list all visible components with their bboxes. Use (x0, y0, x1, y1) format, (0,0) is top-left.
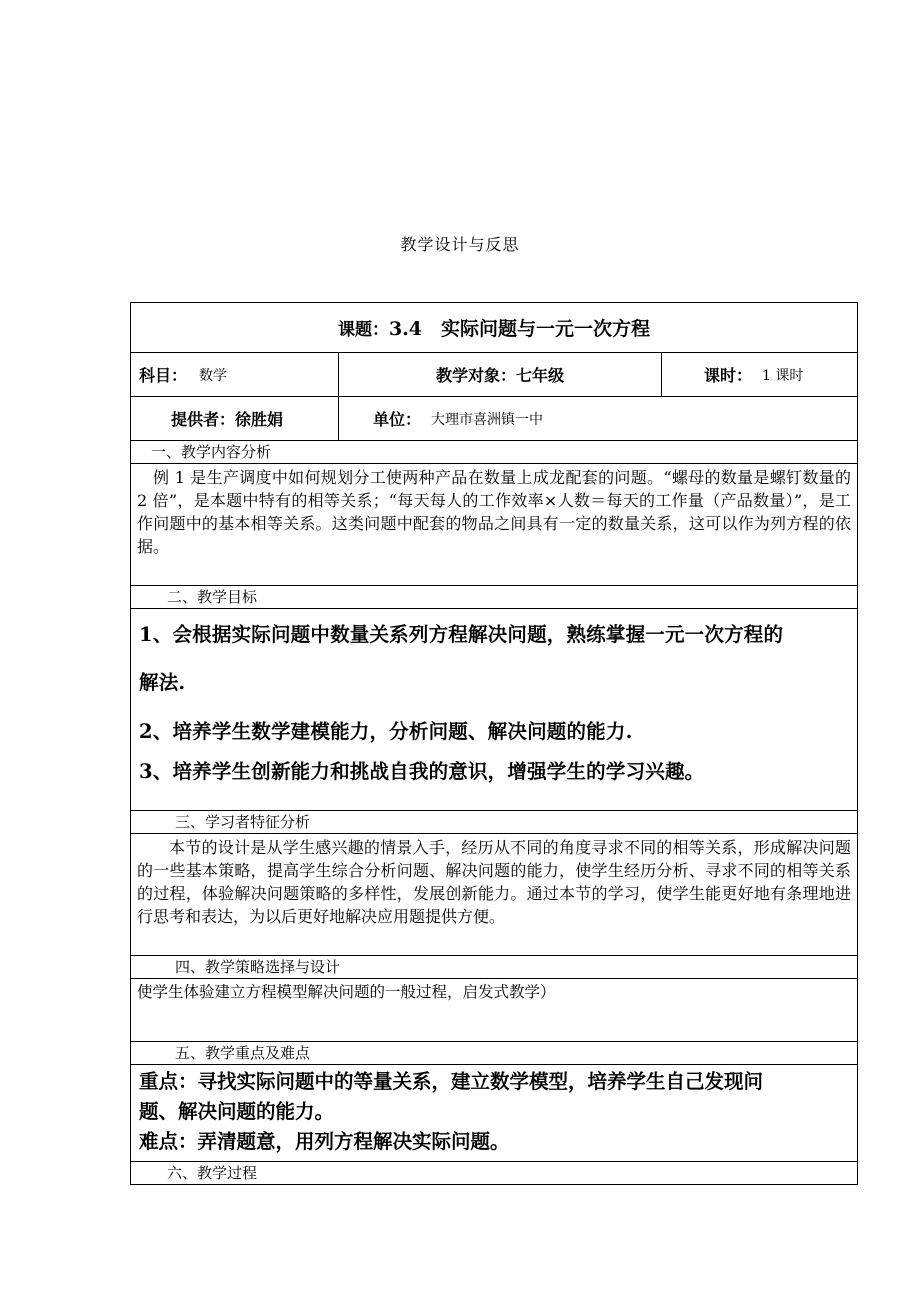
goal-3: 3、培养学生创新能力和挑战自我的意识，增强学生的学习兴趣。 (139, 760, 705, 783)
hours-cell (662, 353, 857, 396)
learner-analysis-body (131, 834, 857, 956)
subject-cell (131, 353, 339, 396)
content-analysis-body (131, 464, 857, 586)
subject-row (131, 353, 857, 397)
goal-2: 2、培养学生数学建模能力，分析问题、解决问题的能力. (139, 720, 633, 743)
document-title: 教学设计与反思 (400, 235, 520, 254)
process-heading: 六、教学过程 (167, 1164, 258, 1182)
lesson-title-row (131, 303, 857, 353)
strategy-body (131, 979, 857, 1042)
key-points-heading: 五、教学重点及难点 (131, 1042, 857, 1065)
target-cell (339, 353, 662, 396)
goal-1-line-a: 1、会根据实际问题中数量关系列方程解决问题，熟练掌握一元一次方程的 (139, 623, 784, 646)
content-analysis-heading: 一、教学内容分析 (131, 441, 857, 464)
key-point-line-1: 重点：寻找实际问题中的等量关系，建立数学模型，培养学生自己发现问 (139, 1070, 764, 1093)
provider-row (131, 397, 857, 441)
learner-analysis-heading: 三、学习者特征分析 (131, 811, 857, 834)
goals-body (131, 609, 857, 811)
strategy-text: 使学生体验建立方程模型解决问题的一般过程，启发式教学） (137, 983, 556, 1001)
content-analysis-text: 例 1 是生产调度中如何规划分工使两种产品在数量上成龙配套的问题。“螺母的数量是螺钉数量的 2 倍”，是本题中特有的相等关系；“每天每人的工作效率×人数＝每天的工作量（产品数量）”，是工作问题中的基本相等关系。这类问题中配套的物品之间具有一定的数量关系，这可以作为列方程的依据。 (137, 468, 851, 556)
provider-cell (131, 397, 339, 440)
hours-label: 课时： (704, 366, 753, 385)
key-point-line-2: 题、解决问题的能力。 (139, 1100, 335, 1123)
provider-label: 提供者：徐胜娟 (171, 410, 284, 429)
lesson-title-label: 课题： (337, 320, 389, 340)
lesson-title (338, 314, 650, 341)
goals-heading: 二、教学目标 (131, 586, 857, 609)
target-label: 教学对象：七年级 (435, 366, 564, 385)
subject-label: 科目： (139, 366, 188, 385)
goal-1-line-b: 解法. (139, 671, 186, 694)
lesson-title-value: 3.4 实际问题与一元一次方程 (388, 318, 651, 340)
unit-label: 单位： (373, 410, 422, 429)
unit-cell (339, 397, 857, 440)
lesson-plan-table (130, 302, 858, 1185)
difficult-point-line: 难点：弄清题意，用列方程解决实际问题。 (139, 1130, 510, 1153)
learner-analysis-text: 本节的设计是从学生感兴趣的情景入手，经历从不同的角度寻求不同的相等关系，形成解决问题的一些基本策略，提高学生综合分析问题、解决问题的能力，使学生经历分析、寻求不同的相等关系的过程，体验解决问题策略的多样性，发展创新能力。通过本节的学习，使学生能更好地有条理地进行思考和表达，为以后更好地解决应用题提供方便。 (137, 838, 851, 926)
key-points-body (131, 1065, 857, 1162)
hours-value: 1 课时 (762, 367, 804, 384)
strategy-heading: 四、教学策略选择与设计 (131, 956, 857, 979)
unit-value: 大理市喜洲镇一中 (431, 411, 544, 428)
subject-value: 数学 (199, 367, 228, 384)
